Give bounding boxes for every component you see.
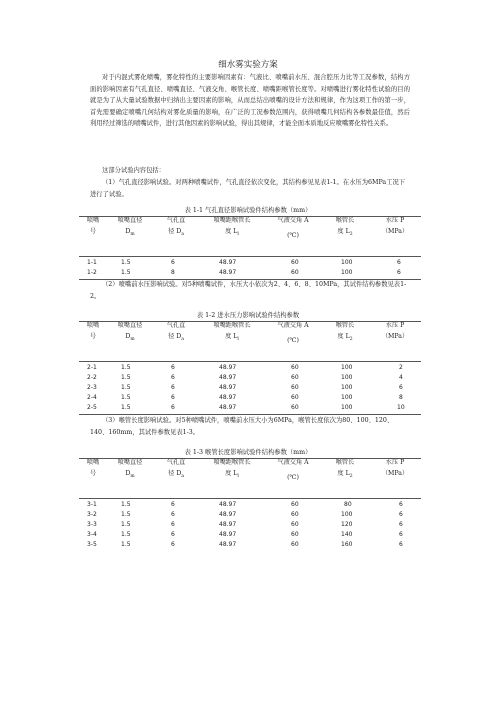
table-row: 3-5 1.5 6 48.97 60 160 6	[87, 541, 403, 548]
table-row: 2-4 1.5 6 48.97 60 100 8	[87, 394, 403, 401]
table-row: 2-3 1.5 6 48.97 60 100 6	[87, 384, 403, 391]
table-row: 3-4 1.5 6 48.97 60 140 6	[87, 531, 403, 538]
section-1-text: （1）气孔直径影响试验。对两种喷嘴试件，气孔直径依次变化，其结构参见见表1-1。在水压为6MPa工况下进行了试验。	[90, 179, 406, 198]
table-row: 3-1 1.5 6 48.97 60 80 6	[87, 501, 403, 508]
table-1-header: 喷嘴 号 喷嘴直径 $D_m$ 气孔直 径 $D_a$ 喷嘴距喉管长 度 $L_l$ 气液交角 A (℃) 喉管长 度 $L_2$ 水压 P （MPa）	[86, 217, 409, 239]
section-2-text: （2）喷嘴前水压影响试验。对5种喷嘴试件，水压大小依次为2、4、6、8、10MPa，其试件结构参数见表1-2。	[90, 281, 407, 300]
table-1-caption: 表 1-1 气孔直径影响试验件结构参数（mm）	[184, 207, 312, 214]
table-row: 2-5 1.5 6 48.97 60 100 10	[87, 404, 405, 411]
section-3-text: （3）喉管长度影响试验。对5种喷嘴试件，喷嘴前水压大小为6MPa，喉管长度依次为80、100、120、140、160mm，其试件参数见表1-3。	[90, 417, 394, 436]
table-row: 1-2 1.5 8 48.97 60 100 6	[87, 269, 401, 276]
table-row: 3-2 1.5 6 48.97 60 100 6	[87, 511, 403, 518]
document-title: 细水雾实验方案	[218, 60, 278, 70]
table-3-header: 喷嘴 号 喷嘴直径 $D_m$ 气孔直 径 $D_a$ 喷嘴距喉管长 度 $L_l$ 气液交角 A (℃) 喉管长 度 $L_2$ 水压 P （MPa）	[86, 459, 409, 481]
table-3-caption: 表 1-3 喉管长度影响试验件结构参数（mm）	[184, 449, 312, 456]
table-row: 3-3 1.5 6 48.97 60 120 6	[87, 521, 403, 528]
table-row: 2-1 1.5 6 48.97 60 100 2	[87, 364, 403, 371]
table-2-header: 喷嘴 号 喷嘴直径 $D_m$ 气孔直 径 $D_a$ 喷嘴距喉管长 度 $L_l$ 气液交角 A (℃) 喉管长 度 $L_2$ 水压 P （MPa）	[86, 322, 409, 344]
table-2-caption: 表 1-2 进水压力影响试验件结构参数	[196, 312, 300, 319]
intro-paragraph: 对于内混式雾化喷嘴，雾化特性的主要影响因素有：气液比、喷嘴前水压、混合腔压力比等工况参数，结构方面的影响因素有气孔直径、喷嘴直径、气液交角、喉管长度、喷嘴距喉管长度等。对喷嘴进行雾化特性试验的目的就是为了从大量试验数据中归纳出主要因素的影响，从而总结出喷嘴的设计方法和规律，作为这项工作的第一步，首先需要确定喷嘴几何结构对雾化质量的影响，在广泛的工况参数范围内，获得喷嘴几何结构各参数最佳值，然后利用经过筛选的喷嘴试件，进行其他因素的影响试验，得出其规律，才能全面本质地反应喷嘴雾化特性关系。	[90, 74, 410, 128]
table-row: 2-2 1.5 6 48.97 60 100 4	[87, 374, 403, 381]
content-intro: 这部分试验内容包括：	[102, 167, 165, 174]
table-row: 1-1 1.5 6 48.97 60 100 6	[87, 259, 401, 266]
